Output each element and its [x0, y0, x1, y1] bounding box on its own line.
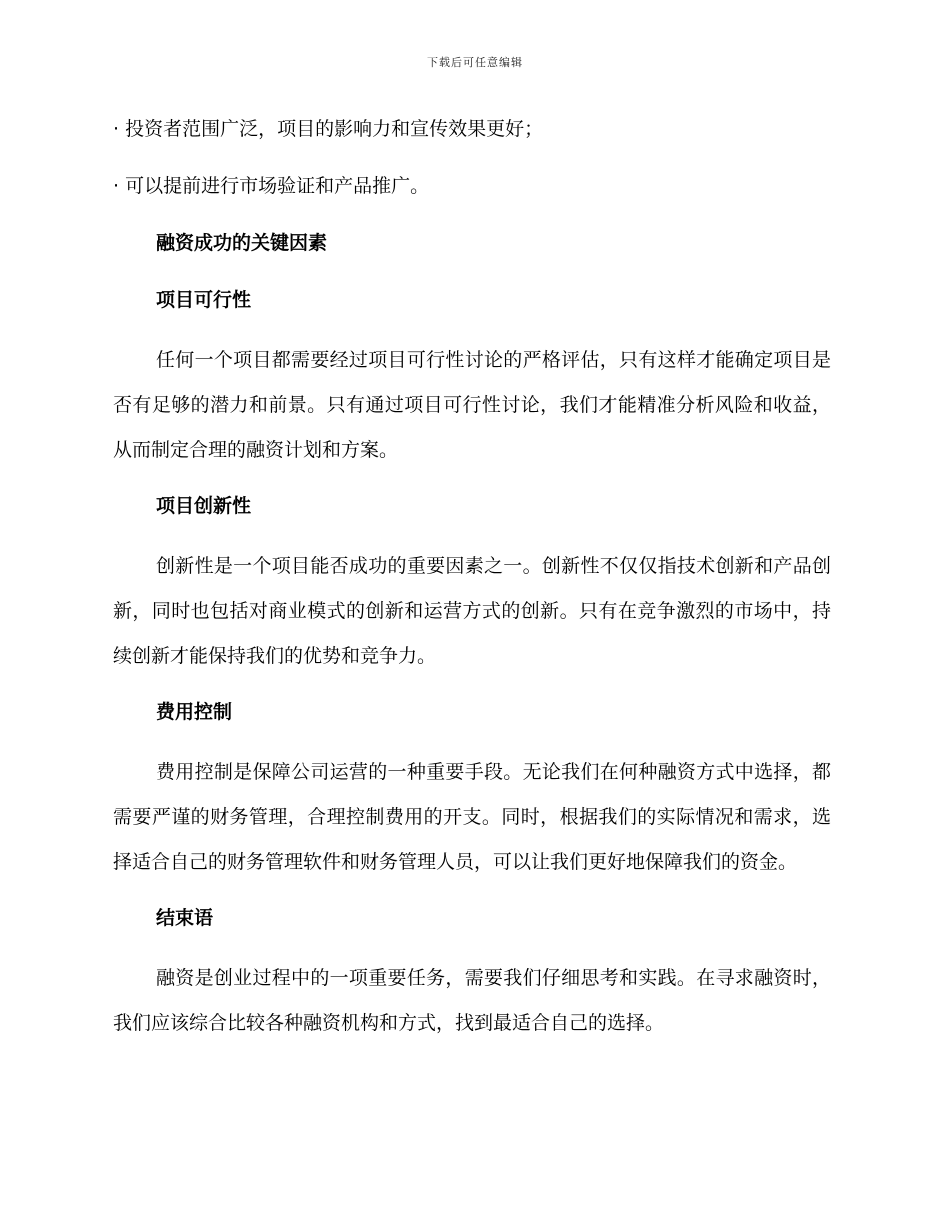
paragraph-feasibility: 任何一个项目都需要经过项目可行性讨论的严格评估，只有这样才能确定项目是否有足够的潜力和前景。只有通过项目可行性讨论，我们才能精准分析风险和收益，从而制定合理的融资计划和方案。: [113, 349, 831, 461]
subsection-heading-cost-control: 费用控制: [156, 701, 233, 723]
subsection-heading-feasibility: 项目可行性: [156, 289, 252, 311]
subsection-heading-innovation: 项目创新性: [156, 495, 252, 517]
subsection-heading-conclusion: 结束语: [156, 907, 214, 929]
paragraph-innovation: 创新性是一个项目能否成功的重要因素之一。创新性不仅仅指技术创新和产品创新，同时也包括对商业模式的创新和运营方式的创新。只有在竞争激烈的市场中，持续创新才能保持我们的优势和竞争力。: [113, 555, 831, 667]
paragraph-cost-control: 费用控制是保障公司运营的一种重要手段。无论我们在何种融资方式中选择，都需要严谨的财务管理，合理控制费用的开支。同时，根据我们的实际情况和需求，选择适合自己的财务管理软件和财务管理人员，可以让我们更好地保障我们的资金。: [113, 761, 831, 873]
bullet-item: · 投资者范围广泛，项目的影响力和宣传效果更好；: [113, 118, 544, 140]
paragraph-conclusion: 融资是创业过程中的一项重要任务，需要我们仔细思考和实践。在寻求融资时，我们应该综合比较各种融资机构和方式，找到最适合自己的选择。: [113, 967, 831, 1034]
page-header-note: 下载后可任意编辑: [427, 56, 523, 69]
document-body: [113, 110, 831, 1060]
bullet-item: · 可以提前进行市场验证和产品推广。: [113, 175, 430, 197]
section-title: 融资成功的关键因素: [156, 232, 328, 254]
